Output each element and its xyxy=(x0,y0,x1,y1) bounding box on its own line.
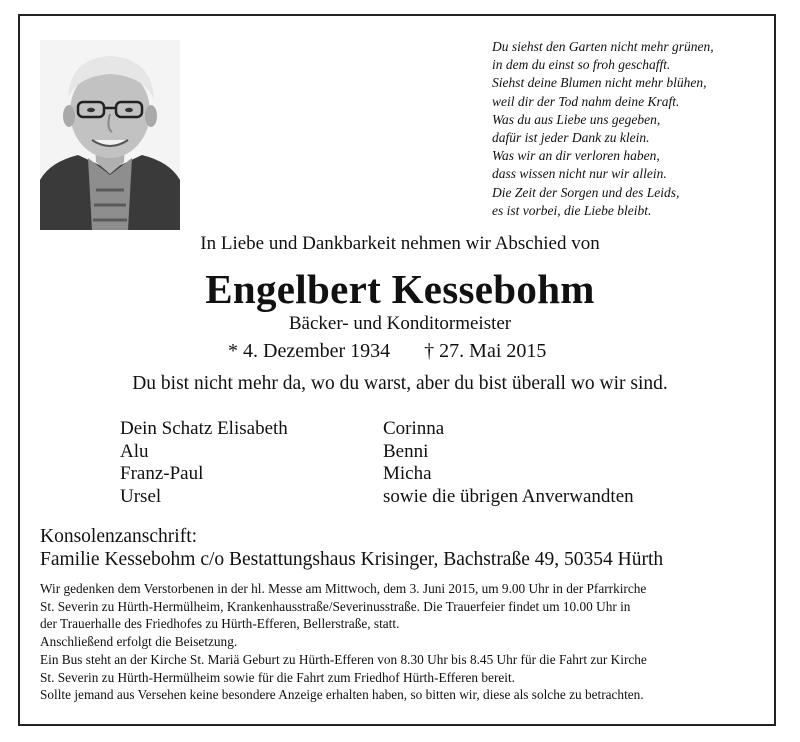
memorial-quote: Du bist nicht mehr da, wo du warst, aber du bist überall wo wir sind. xyxy=(132,373,668,394)
poem-line: Du siehst den Garten nicht mehr grünen, xyxy=(492,39,714,54)
details-line: Wir gedenken dem Verstorbenen in der hl. Messe am Mittwoch, dem 3. Juni 2015, um 9.00 Uhr in der Pfarrkirche xyxy=(40,581,647,596)
poem-line: Die Zeit der Sorgen und des Leids, xyxy=(492,184,680,200)
mourner: sowie die übrigen Anverwandten xyxy=(383,485,634,507)
details-line: St. Severin zu Hürth-Hermülheim, Krankenhausstraße/Severinusstraße. Die Trauerfeier findet um 10.00 Uhr in xyxy=(40,598,631,614)
poem-line: Siehst deine Blumen nicht mehr blühen, xyxy=(492,75,707,91)
details-line: Anschließend erfolgt die Beisetzung. xyxy=(40,634,238,650)
details-line: Ein Bus steht an der Kirche St. Mariä Geburt zu Hürth-Efferen von 8.30 Uhr bis 8.45 Uhr für die Fahrt zur Kirche xyxy=(40,651,647,667)
mourner: Ursel xyxy=(120,485,162,507)
condolence-address xyxy=(40,526,663,571)
death-date: † 27. Mai 2015 xyxy=(424,340,547,362)
intro-text: In Liebe und Dankbarkeit nehmen wir Abschied von xyxy=(200,233,600,254)
mourners-right xyxy=(383,418,634,508)
poem-line: dass wissen nicht nur wir allein. xyxy=(492,166,667,182)
mourner: Benni xyxy=(383,440,429,462)
details-line: St. Severin zu Hürth-Hermülheim sowie für die Fahrt zum Friedhof Hürth-Efferen bereit. xyxy=(40,669,515,685)
poem-line: es ist vorbei, die Liebe bleibt. xyxy=(492,202,652,218)
mourners-left xyxy=(120,418,288,508)
funeral-details xyxy=(40,580,770,704)
address-text: Familie Kessebohm c/o Bestattungshaus Krisinger, Bachstraße 49, 50354 Hürth xyxy=(40,548,664,570)
profession: Bäcker- und Konditormeister xyxy=(288,313,512,334)
mourner: Alu xyxy=(120,440,149,462)
poem-line: dafür ist jeder Dank zu klein. xyxy=(492,130,650,146)
deceased-name: Engelbert Kessebohm xyxy=(205,266,595,312)
life-dates xyxy=(228,340,546,363)
mourner: Dein Schatz Elisabeth xyxy=(120,418,288,439)
poem-line: in dem du einst so froh geschafft. xyxy=(492,57,671,73)
mourner: Micha xyxy=(383,463,432,484)
address-label: Konsolenzanschrift: xyxy=(40,526,198,547)
details-line: der Trauerhalle des Friedhofes zu Hürth-Efferen, Bellerstraße, statt. xyxy=(40,616,400,632)
poem-line: Was du aus Liebe uns gegeben, xyxy=(492,111,661,127)
portrait-photo xyxy=(40,40,180,230)
birth-date: * 4. Dezember 1934 xyxy=(228,340,391,362)
mourner: Corinna xyxy=(383,418,445,439)
poem-line: weil dir der Tod nahm deine Kraft. xyxy=(492,93,680,109)
poem xyxy=(492,38,772,220)
details-line: Sollte jemand aus Versehen keine besondere Anzeige erhalten haben, so bitten wir, diese als solche zu betrachten. xyxy=(40,687,644,703)
poem-line: Was wir an dir verloren haben, xyxy=(492,148,660,164)
mourner: Franz-Paul xyxy=(120,463,204,484)
